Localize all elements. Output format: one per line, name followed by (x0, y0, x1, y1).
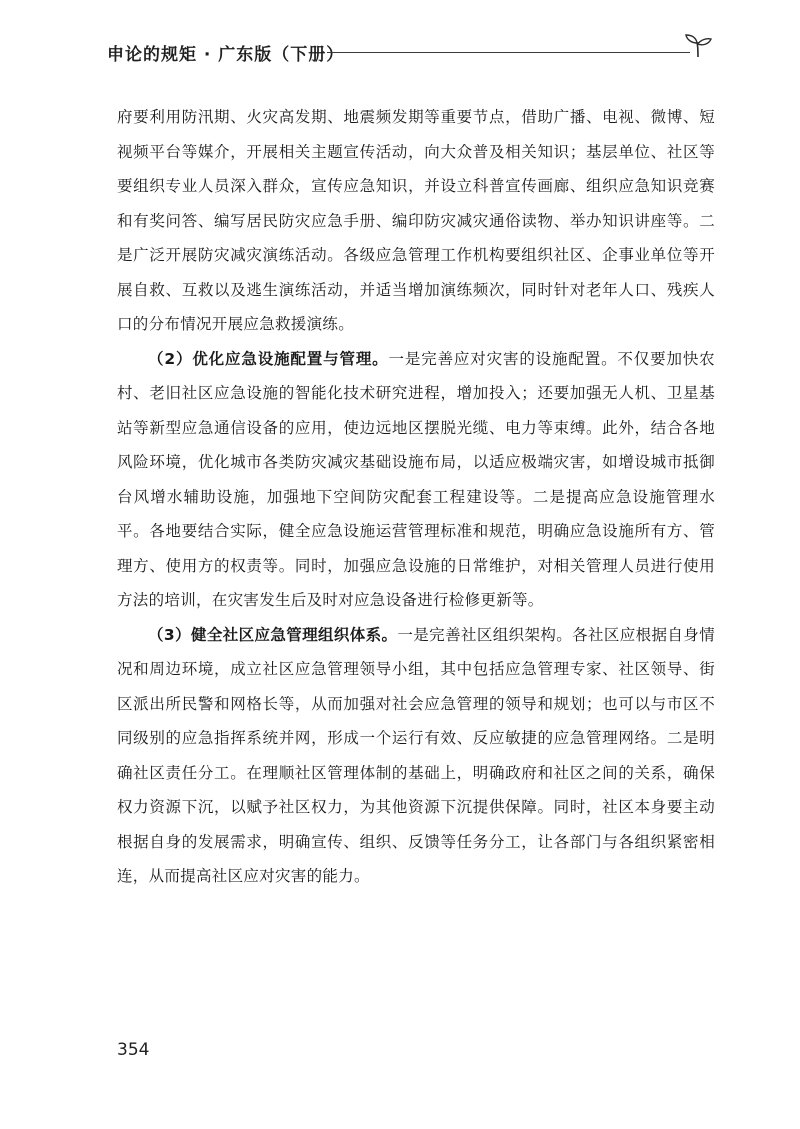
body-text (117, 100, 715, 894)
paragraph-body: 府要利用防汛期、火灾高发期、地震频发期等重要节点，借助广播、电视、微博、短视频平台等媒介，开展相关主题宣传活动，向大众普及相关知识；基层单位、社区等要组织专业人员深入群众，宣传应急知识，并设立科普宣传画廊、组织应急知识竞赛和有奖问答、编写居民防灾应急手册、编印防灾减灾通俗读物、举办知识讲座等。二是广泛开展防灾减灾演练活动。各级应急管理工作机构要组织社区、企事业单位等开展自救、互救以及逃生演练活动，并适当增加演练频次，同时针对老年人口、残疾人口的分布情况开展应急救援演练。 (117, 108, 715, 333)
page-number: 354 (117, 1040, 150, 1060)
sprout-icon (684, 32, 712, 58)
paragraph-community-organization (117, 618, 715, 894)
header-rule (327, 52, 690, 53)
book-title: 申论的规矩 · 广东版（下册） (107, 45, 345, 65)
paragraph-body: 一是完善社区组织架构。各社区应根据自身情况和周边环境，成立社区应急管理领导小组，其中包括应急管理专家、社区领导、街区派出所民警和网格长等，从而加强对社会应急管理的领导和规划；也可以与市区不同级别的应急指挥系统并网，形成一个运行有效、反应敏捷的应急管理网络。二是明确社区责任分工。在理顺社区管理体制的基础上，明确政府和社区之间的关系，确保权力资源下沉，以赋予社区权力，为其他资源下沉提供保障。同时，社区本身要主动根据自身的发展需求，明确宣传、组织、反馈等任务分工，让各部门与各组织紧密相连，从而提高社区应对灾害的能力。 (117, 625, 715, 885)
paragraph-heading: （2）优化应急设施配置与管理。 (148, 349, 389, 368)
paragraph-continued (117, 100, 715, 342)
paragraph-heading: （3）健全社区应急管理组织体系。 (148, 625, 398, 644)
paragraph-body: 一是完善应对灾害的设施配置。不仅要加快农村、老旧社区应急设施的智能化技术研究进程，增加投入；还要加强无人机、卫星基站等新型应急通信设备的应用，使边远地区摆脱光缆、电力等束缚。此外，结合各地风险环境，优化城市各类防灾减灾基础设施布局，以适应极端灾害，如增设城市抵御台风增水辅助设施，加强地下空间防灾配套工程建设等。二是提高应急设施管理水平。各地要结合实际，健全应急设施运营管理标准和规范，明确应急设施所有方、管理方、使用方的权责等。同时，加强应急设施的日常维护，对相关管理人员进行使用方法的培训，在灾害发生后及时对应急设备进行检修更新等。 (117, 349, 715, 609)
running-header (107, 30, 712, 70)
paragraph-facilities (117, 342, 715, 618)
